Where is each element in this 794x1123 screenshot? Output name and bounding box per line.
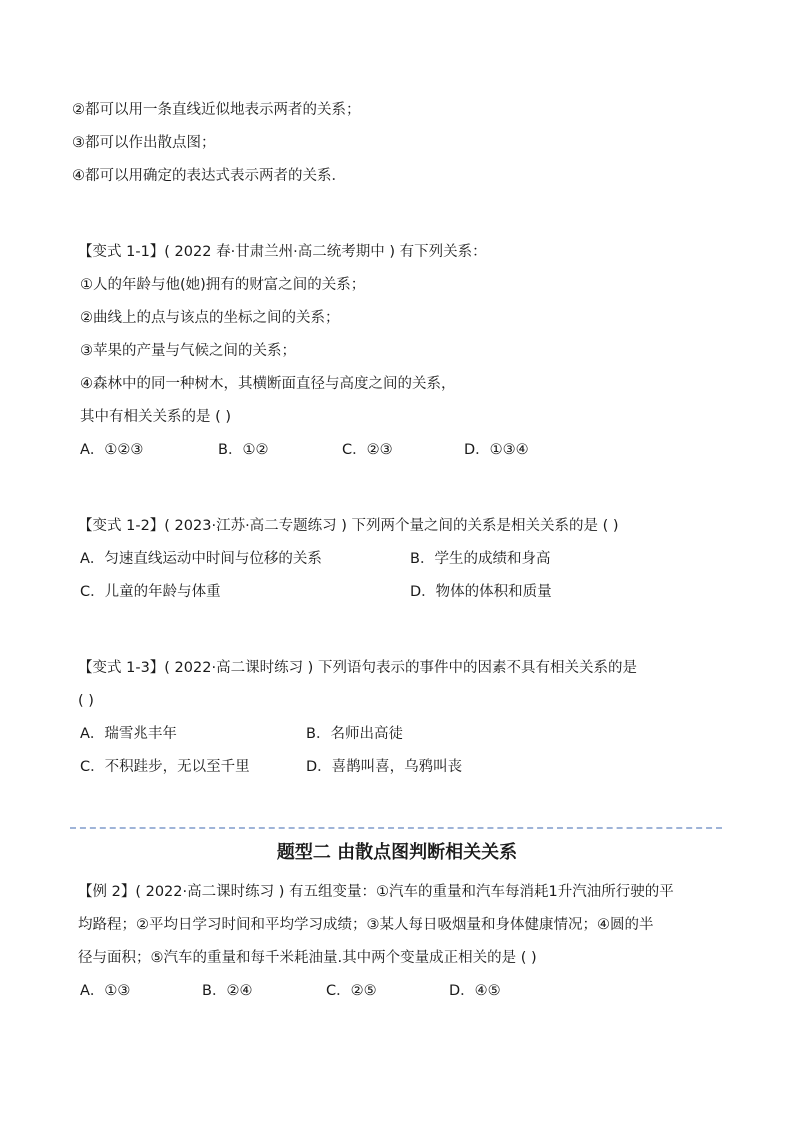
variant-1-2-option-b: B．学生的成绩和身高 <box>410 551 551 567</box>
variant-1-3-answer-paren: ( ) <box>78 693 94 709</box>
example-2-line-1: 【例 2】( 2022·高二课时练习 ) 有五组变量：①汽车的重量和汽车每消耗1升汽油所行驶的平 <box>78 884 674 900</box>
variant-1-2-option-c: C．儿童的年龄与体重 <box>80 584 221 600</box>
variant-1-1-question: 其中有相关关系的是 ( ) <box>80 409 232 425</box>
variant-1-2-option-a: A．匀速直线运动中时间与位移的关系 <box>80 551 322 567</box>
example-2-option-c: C．②⑤ <box>326 983 377 999</box>
intro-item-4: ④都可以用确定的表达式表示两者的关系． <box>72 168 346 184</box>
example-2-line-3: 径与面积；⑤汽车的重量和每千米耗油量.其中两个变量成正相关的是 ( ) <box>78 950 537 966</box>
variant-1-1-option-c: C．②③ <box>342 442 393 458</box>
variant-1-1-option-a: A．①②③ <box>80 442 144 458</box>
variant-1-1-statement-4: ④森林中的同一种树木，其横断面直径与高度之间的关系， <box>80 376 456 392</box>
variant-1-1-statement-2: ②曲线上的点与该点的坐标之间的关系； <box>80 310 340 326</box>
example-2-line-2: 均路程；②平均日学习时间和平均学习成绩；③某人每日吸烟量和身体健康情况；④圆的半 <box>78 917 654 933</box>
variant-1-3-option-b: B．名师出高徒 <box>306 726 403 742</box>
variant-1-3-option-c: C．不积跬步，无以至千里 <box>80 759 250 775</box>
example-2-option-d: D．④⑤ <box>449 983 501 999</box>
variant-1-1-option-d: D．①③④ <box>464 442 529 458</box>
variant-1-2-option-d: D．物体的体积和质量 <box>410 584 552 600</box>
variant-1-2-stem: 【变式 1-2】( 2023·江苏·高二专题练习 ) 下列两个量之间的关系是相关关系的是 ( ) <box>78 518 619 534</box>
section-title: 题型二 由散点图判断相关关系 <box>276 842 518 863</box>
intro-item-3: ③都可以作出散点图； <box>72 135 216 151</box>
variant-1-3-option-d: D．喜鹊叫喜，乌鸦叫丧 <box>306 759 463 775</box>
variant-1-1-statement-3: ③苹果的产量与气候之间的关系； <box>80 343 296 359</box>
section-divider-top <box>70 827 722 829</box>
variant-1-3-stem: 【变式 1-3】( 2022·高二课时练习 ) 下列语句表示的事件中的因素不具有相关关系的是 <box>78 660 637 676</box>
variant-1-1-stem: 【变式 1-1】( 2022 春·甘肃兰州·高二统考期中 ) 有下列关系： <box>78 244 487 260</box>
variant-1-3-option-a: A．瑞雪兆丰年 <box>80 726 177 742</box>
variant-1-1-option-b: B．①② <box>218 442 269 458</box>
intro-item-2: ②都可以用一条直线近似地表示两者的关系； <box>72 102 361 118</box>
example-2-option-a: A．①③ <box>80 983 131 999</box>
example-2-option-b: B．②④ <box>202 983 253 999</box>
variant-1-1-statement-1: ①人的年龄与他(她)拥有的财富之间的关系； <box>80 277 366 293</box>
